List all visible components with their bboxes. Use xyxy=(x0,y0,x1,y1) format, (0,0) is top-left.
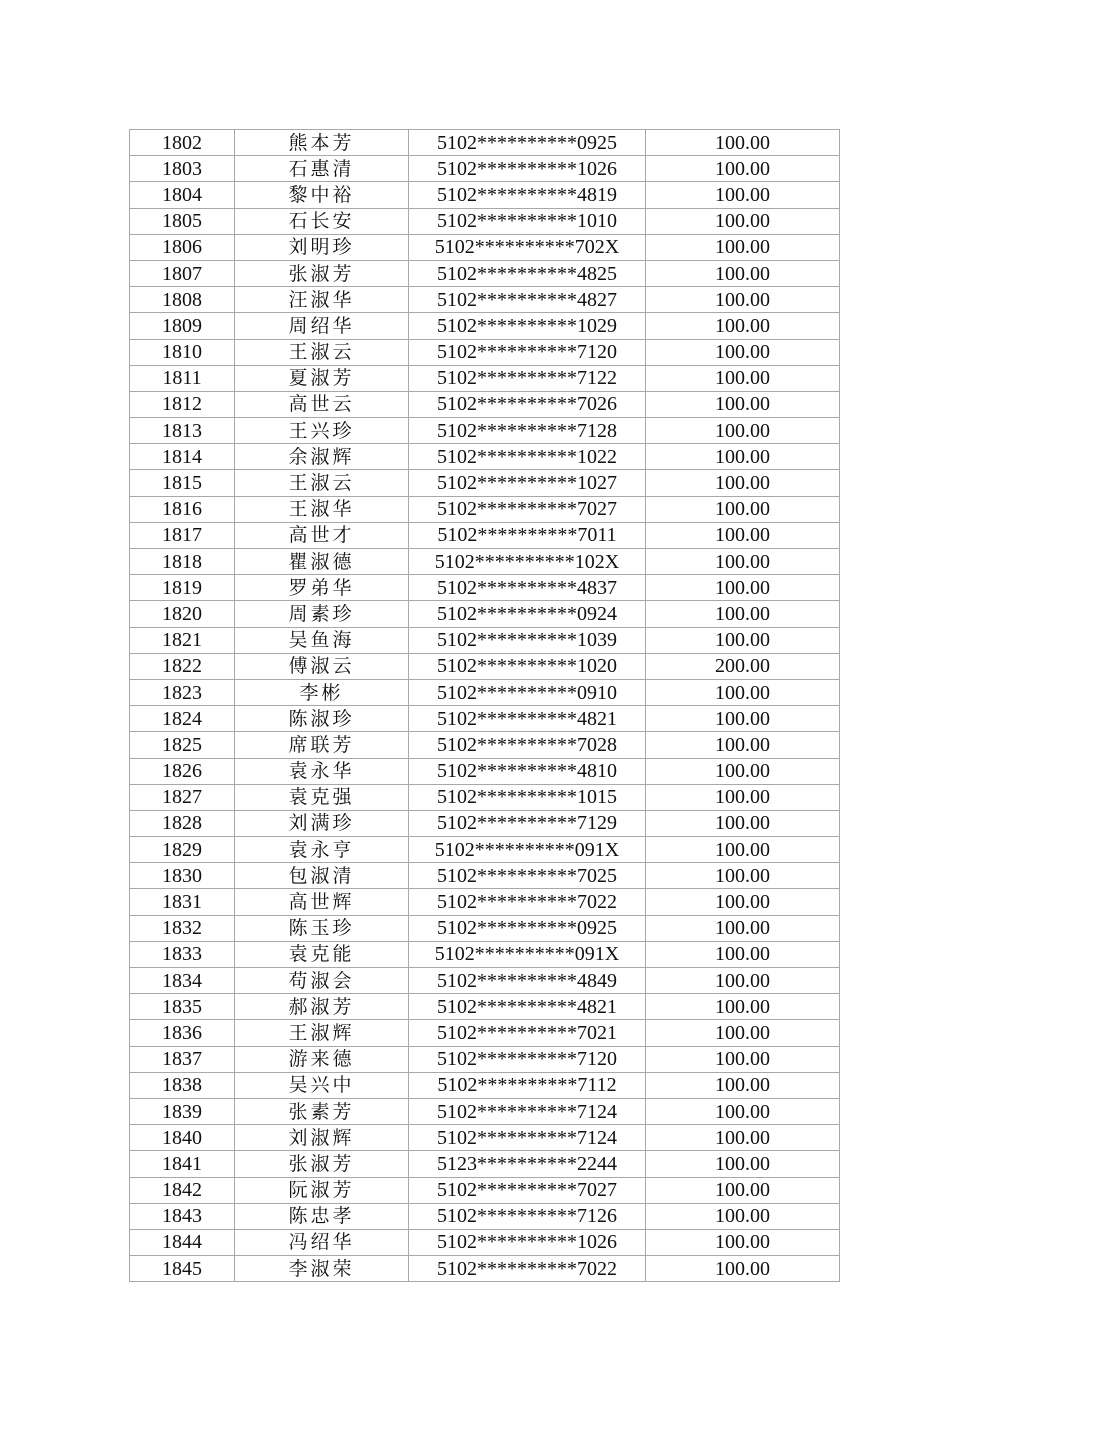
id-number-cell: 5102**********091X xyxy=(409,941,646,967)
id-number-cell: 5102**********7028 xyxy=(409,732,646,758)
name-cell: 刘淑辉 xyxy=(235,1125,409,1151)
table-body xyxy=(130,130,840,1282)
name-cell: 王淑云 xyxy=(235,339,409,365)
id-number-cell: 5102**********1027 xyxy=(409,470,646,496)
table-row xyxy=(130,287,840,313)
table-row xyxy=(130,1046,840,1072)
name-cell: 包淑清 xyxy=(235,863,409,889)
name-cell: 罗弟华 xyxy=(235,575,409,601)
id-number-cell: 5102**********7027 xyxy=(409,1177,646,1203)
id-number-cell: 5123**********2244 xyxy=(409,1151,646,1177)
name-cell: 张淑芳 xyxy=(235,260,409,286)
amount-cell: 100.00 xyxy=(646,1256,840,1282)
table-row xyxy=(130,1229,840,1255)
name-cell: 李彬 xyxy=(235,679,409,705)
id-number-cell: 5102**********7112 xyxy=(409,1072,646,1098)
row-number-cell: 1803 xyxy=(130,156,235,182)
row-number-cell: 1836 xyxy=(130,1020,235,1046)
row-number-cell: 1817 xyxy=(130,522,235,548)
id-number-cell: 5102**********7027 xyxy=(409,496,646,522)
id-number-cell: 5102**********0925 xyxy=(409,130,646,156)
amount-cell: 100.00 xyxy=(646,941,840,967)
row-number-cell: 1843 xyxy=(130,1203,235,1229)
name-cell: 冯绍华 xyxy=(235,1229,409,1255)
row-number-cell: 1824 xyxy=(130,706,235,732)
table-row xyxy=(130,339,840,365)
amount-cell: 200.00 xyxy=(646,653,840,679)
row-number-cell: 1815 xyxy=(130,470,235,496)
amount-cell: 100.00 xyxy=(646,1151,840,1177)
name-cell: 熊本芳 xyxy=(235,130,409,156)
name-cell: 刘明珍 xyxy=(235,234,409,260)
name-cell: 高世辉 xyxy=(235,889,409,915)
row-number-cell: 1821 xyxy=(130,627,235,653)
name-cell: 瞿淑德 xyxy=(235,549,409,575)
amount-cell: 100.00 xyxy=(646,365,840,391)
table-row xyxy=(130,941,840,967)
id-number-cell: 5102**********7025 xyxy=(409,863,646,889)
id-number-cell: 5102**********1039 xyxy=(409,627,646,653)
id-number-cell: 5102**********0910 xyxy=(409,679,646,705)
row-number-cell: 1842 xyxy=(130,1177,235,1203)
table-row xyxy=(130,1177,840,1203)
table-row xyxy=(130,784,840,810)
row-number-cell: 1813 xyxy=(130,418,235,444)
row-number-cell: 1829 xyxy=(130,837,235,863)
name-cell: 夏淑芳 xyxy=(235,365,409,391)
amount-cell: 100.00 xyxy=(646,732,840,758)
name-cell: 周素珍 xyxy=(235,601,409,627)
amount-cell: 100.00 xyxy=(646,1229,840,1255)
row-number-cell: 1825 xyxy=(130,732,235,758)
name-cell: 袁永华 xyxy=(235,758,409,784)
table-row xyxy=(130,601,840,627)
table-row xyxy=(130,418,840,444)
table-row xyxy=(130,156,840,182)
row-number-cell: 1808 xyxy=(130,287,235,313)
table-row xyxy=(130,837,840,863)
id-number-cell: 5102**********4819 xyxy=(409,182,646,208)
table-row xyxy=(130,994,840,1020)
row-number-cell: 1837 xyxy=(130,1046,235,1072)
name-cell: 黎中裕 xyxy=(235,182,409,208)
id-number-cell: 5102**********7011 xyxy=(409,522,646,548)
id-number-cell: 5102**********7124 xyxy=(409,1098,646,1124)
name-cell: 袁克强 xyxy=(235,784,409,810)
amount-cell: 100.00 xyxy=(646,1020,840,1046)
amount-cell: 100.00 xyxy=(646,1177,840,1203)
table-row xyxy=(130,1151,840,1177)
row-number-cell: 1835 xyxy=(130,994,235,1020)
table-row xyxy=(130,1098,840,1124)
row-number-cell: 1807 xyxy=(130,260,235,286)
amount-cell: 100.00 xyxy=(646,313,840,339)
table-row xyxy=(130,1072,840,1098)
id-number-cell: 5102**********7128 xyxy=(409,418,646,444)
id-number-cell: 5102**********1020 xyxy=(409,653,646,679)
amount-cell: 100.00 xyxy=(646,1046,840,1072)
id-number-cell: 5102**********0925 xyxy=(409,915,646,941)
name-cell: 石惠清 xyxy=(235,156,409,182)
row-number-cell: 1845 xyxy=(130,1256,235,1282)
row-number-cell: 1820 xyxy=(130,601,235,627)
id-number-cell: 5102**********4821 xyxy=(409,994,646,1020)
table-row xyxy=(130,889,840,915)
row-number-cell: 1805 xyxy=(130,208,235,234)
table-row xyxy=(130,365,840,391)
name-cell: 王淑辉 xyxy=(235,1020,409,1046)
amount-cell: 100.00 xyxy=(646,915,840,941)
id-number-cell: 5102**********4825 xyxy=(409,260,646,286)
row-number-cell: 1816 xyxy=(130,496,235,522)
amount-cell: 100.00 xyxy=(646,182,840,208)
amount-cell: 100.00 xyxy=(646,1098,840,1124)
row-number-cell: 1809 xyxy=(130,313,235,339)
amount-cell: 100.00 xyxy=(646,1203,840,1229)
amount-cell: 100.00 xyxy=(646,575,840,601)
amount-cell: 100.00 xyxy=(646,784,840,810)
table-row xyxy=(130,732,840,758)
name-cell: 余淑辉 xyxy=(235,444,409,470)
id-number-cell: 5102**********4827 xyxy=(409,287,646,313)
id-number-cell: 5102**********7122 xyxy=(409,365,646,391)
id-number-cell: 5102**********7120 xyxy=(409,1046,646,1072)
name-cell: 陈淑珍 xyxy=(235,706,409,732)
name-cell: 王兴珍 xyxy=(235,418,409,444)
id-number-cell: 5102**********1026 xyxy=(409,156,646,182)
id-number-cell: 5102**********102X xyxy=(409,549,646,575)
amount-cell: 100.00 xyxy=(646,1072,840,1098)
table-row xyxy=(130,575,840,601)
amount-cell: 100.00 xyxy=(646,522,840,548)
row-number-cell: 1844 xyxy=(130,1229,235,1255)
name-cell: 袁克能 xyxy=(235,941,409,967)
id-number-cell: 5102**********7120 xyxy=(409,339,646,365)
table-row xyxy=(130,260,840,286)
name-cell: 游来德 xyxy=(235,1046,409,1072)
name-cell: 王淑云 xyxy=(235,470,409,496)
row-number-cell: 1841 xyxy=(130,1151,235,1177)
row-number-cell: 1827 xyxy=(130,784,235,810)
name-cell: 高世云 xyxy=(235,391,409,417)
row-number-cell: 1838 xyxy=(130,1072,235,1098)
table-row xyxy=(130,234,840,260)
table-row xyxy=(130,182,840,208)
id-number-cell: 5102**********1010 xyxy=(409,208,646,234)
row-number-cell: 1834 xyxy=(130,968,235,994)
amount-cell: 100.00 xyxy=(646,679,840,705)
row-number-cell: 1840 xyxy=(130,1125,235,1151)
name-cell: 刘满珍 xyxy=(235,810,409,836)
row-number-cell: 1826 xyxy=(130,758,235,784)
amount-cell: 100.00 xyxy=(646,1125,840,1151)
row-number-cell: 1814 xyxy=(130,444,235,470)
row-number-cell: 1804 xyxy=(130,182,235,208)
id-number-cell: 5102**********7026 xyxy=(409,391,646,417)
table-row xyxy=(130,758,840,784)
row-number-cell: 1811 xyxy=(130,365,235,391)
id-number-cell: 5102**********702X xyxy=(409,234,646,260)
amount-cell: 100.00 xyxy=(646,601,840,627)
amount-cell: 100.00 xyxy=(646,863,840,889)
amount-cell: 100.00 xyxy=(646,837,840,863)
amount-cell: 100.00 xyxy=(646,208,840,234)
name-cell: 陈玉珍 xyxy=(235,915,409,941)
row-number-cell: 1819 xyxy=(130,575,235,601)
id-number-cell: 5102**********7022 xyxy=(409,1256,646,1282)
id-number-cell: 5102**********1029 xyxy=(409,313,646,339)
row-number-cell: 1810 xyxy=(130,339,235,365)
table-row xyxy=(130,1203,840,1229)
id-number-cell: 5102**********7129 xyxy=(409,810,646,836)
row-number-cell: 1833 xyxy=(130,941,235,967)
name-cell: 张淑芳 xyxy=(235,1151,409,1177)
data-table xyxy=(129,129,840,1282)
table-row xyxy=(130,653,840,679)
id-number-cell: 5102**********7124 xyxy=(409,1125,646,1151)
name-cell: 阮淑芳 xyxy=(235,1177,409,1203)
row-number-cell: 1832 xyxy=(130,915,235,941)
name-cell: 傅淑云 xyxy=(235,653,409,679)
table-row xyxy=(130,496,840,522)
amount-cell: 100.00 xyxy=(646,130,840,156)
table-row xyxy=(130,968,840,994)
row-number-cell: 1823 xyxy=(130,679,235,705)
id-number-cell: 5102**********091X xyxy=(409,837,646,863)
name-cell: 石长安 xyxy=(235,208,409,234)
name-cell: 张素芳 xyxy=(235,1098,409,1124)
amount-cell: 100.00 xyxy=(646,234,840,260)
name-cell: 王淑华 xyxy=(235,496,409,522)
amount-cell: 100.00 xyxy=(646,418,840,444)
amount-cell: 100.00 xyxy=(646,549,840,575)
id-number-cell: 5102**********7022 xyxy=(409,889,646,915)
amount-cell: 100.00 xyxy=(646,391,840,417)
name-cell: 汪淑华 xyxy=(235,287,409,313)
id-number-cell: 5102**********4810 xyxy=(409,758,646,784)
id-number-cell: 5102**********1015 xyxy=(409,784,646,810)
row-number-cell: 1828 xyxy=(130,810,235,836)
id-number-cell: 5102**********7126 xyxy=(409,1203,646,1229)
id-number-cell: 5102**********7021 xyxy=(409,1020,646,1046)
amount-cell: 100.00 xyxy=(646,156,840,182)
amount-cell: 100.00 xyxy=(646,339,840,365)
row-number-cell: 1818 xyxy=(130,549,235,575)
table-row xyxy=(130,1256,840,1282)
id-number-cell: 5102**********1026 xyxy=(409,1229,646,1255)
id-number-cell: 5102**********0924 xyxy=(409,601,646,627)
table-row xyxy=(130,1020,840,1046)
table-row xyxy=(130,444,840,470)
name-cell: 苟淑会 xyxy=(235,968,409,994)
table-row xyxy=(130,863,840,889)
row-number-cell: 1831 xyxy=(130,889,235,915)
table-row xyxy=(130,706,840,732)
name-cell: 吴鱼海 xyxy=(235,627,409,653)
table-row xyxy=(130,130,840,156)
table-row xyxy=(130,470,840,496)
name-cell: 周绍华 xyxy=(235,313,409,339)
table-row xyxy=(130,1125,840,1151)
row-number-cell: 1839 xyxy=(130,1098,235,1124)
table-row xyxy=(130,208,840,234)
table-row xyxy=(130,522,840,548)
table-row xyxy=(130,915,840,941)
name-cell: 陈忠孝 xyxy=(235,1203,409,1229)
table-row xyxy=(130,391,840,417)
amount-cell: 100.00 xyxy=(646,260,840,286)
name-cell: 郝淑芳 xyxy=(235,994,409,1020)
id-number-cell: 5102**********4849 xyxy=(409,968,646,994)
amount-cell: 100.00 xyxy=(646,994,840,1020)
table-row xyxy=(130,810,840,836)
row-number-cell: 1812 xyxy=(130,391,235,417)
amount-cell: 100.00 xyxy=(646,496,840,522)
id-number-cell: 5102**********4837 xyxy=(409,575,646,601)
name-cell: 高世才 xyxy=(235,522,409,548)
amount-cell: 100.00 xyxy=(646,627,840,653)
table-row xyxy=(130,627,840,653)
row-number-cell: 1822 xyxy=(130,653,235,679)
row-number-cell: 1802 xyxy=(130,130,235,156)
table-row xyxy=(130,549,840,575)
amount-cell: 100.00 xyxy=(646,889,840,915)
table-row xyxy=(130,679,840,705)
amount-cell: 100.00 xyxy=(646,968,840,994)
id-number-cell: 5102**********1022 xyxy=(409,444,646,470)
name-cell: 席联芳 xyxy=(235,732,409,758)
name-cell: 袁永亨 xyxy=(235,837,409,863)
amount-cell: 100.00 xyxy=(646,758,840,784)
row-number-cell: 1806 xyxy=(130,234,235,260)
table-row xyxy=(130,313,840,339)
name-cell: 吴兴中 xyxy=(235,1072,409,1098)
id-number-cell: 5102**********4821 xyxy=(409,706,646,732)
name-cell: 李淑荣 xyxy=(235,1256,409,1282)
amount-cell: 100.00 xyxy=(646,810,840,836)
amount-cell: 100.00 xyxy=(646,470,840,496)
amount-cell: 100.00 xyxy=(646,444,840,470)
row-number-cell: 1830 xyxy=(130,863,235,889)
amount-cell: 100.00 xyxy=(646,287,840,313)
amount-cell: 100.00 xyxy=(646,706,840,732)
